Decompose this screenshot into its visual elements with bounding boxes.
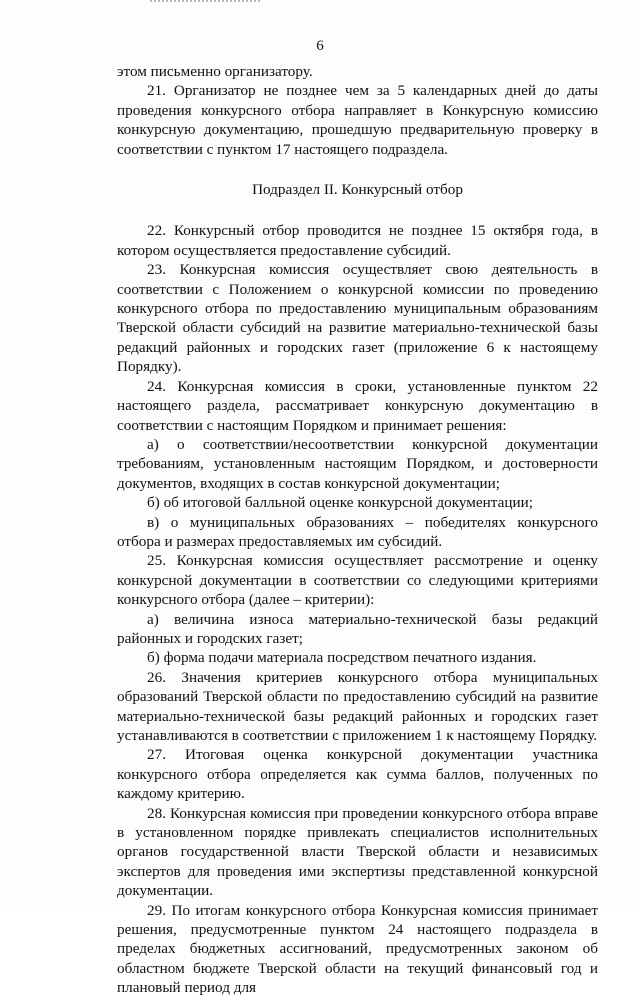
paragraph-28: 28. Конкурсная комиссия при проведении конкурсного отбора вправе в установленном порядке привлекать специалистов исполнительных органов государственной власти Тверской области и независимых экспертов для проведения ими экспертизы представленной конкурсной документации. [117,804,598,900]
paragraph-27: 27. Итоговая оценка конкурсной документации участника конкурсного отбора определяется как сумма баллов, полученных по каждому критерию. [117,746,598,803]
paragraph-29: 29. По итогам конкурсного отбора Конкурсная комиссия принимает решения, предусмотренные пунктом 24 настоящего подраздела в пределах бюджетных ассигнований, предусмотренных законом об областном бюджете Тверской области на текущий финансовый год и плановый период для [117,901,598,997]
paragraph-25: 25. Конкурсная комиссия осуществляет рассмотрение и оценку конкурсной документации в соответствии со следующими критериями конкурсного отбора (далее – критерии): [117,552,598,609]
paragraph-24: 24. Конкурсная комиссия в сроки, установленные пунктом 22 настоящего раздела, рассматривает конкурсную документацию в соответствии с настоящим Порядком и принимает решения: [117,377,598,434]
paragraph-continuation: этом письменно организатору. [117,63,313,80]
paragraph-25a: а) величина износа материально-технической базы редакций районных и городских газет; [117,610,598,647]
document-body [117,62,598,998]
paragraph-24c: в) о муниципальных образованиях – победителях конкурсного отбора и размерах предоставляемых им субсидий. [117,513,598,550]
paragraph-24a: а) о соответствии/несоответствии конкурсной документации требованиям, установленным настоящим Порядком, и достоверности документов, входящих в состав конкурсной документации; [117,435,598,492]
paragraph-22: 22. Конкурсный отбор проводится не позднее 15 октября года, в котором осуществляется предоставление субсидий. [117,222,598,259]
paragraph-25b: б) форма подачи материала посредством печатного издания. [147,649,537,667]
paragraph-23: 23. Конкурсная комиссия осуществляет свою деятельность в соответствии с Положением о конкурсной комиссии по проведению конкурсного отбора по предоставлению муниципальным образованиям Тверской области субсидий на развитие материально-технической базы редакций районных и городских газет (приложение 6 к настоящему Порядку). [117,261,598,376]
paragraph-21: 21. Организатор не позднее чем за 5 календарных дней до даты проведения конкурсного отбора направляет в Конкурсную комиссию конкурсную документацию, прошедшую предварительную проверку в соответствии с пунктом 17 настоящего подраздела. [117,82,598,158]
scan-artifact [150,0,260,5]
section-heading: Подраздел II. Конкурсный отбор [252,181,463,199]
paragraph-26: 26. Значения критериев конкурсного отбора муниципальных образований Тверской области по предоставлению субсидий на развитие материально-технической базы редакций районных и городских газет устанавливаются в соответствии с приложением 1 к настоящему Порядку. [117,668,598,744]
paragraph-24b: б) об итоговой балльной оценке конкурсной документации; [147,494,533,512]
page-number: 6 [316,38,324,54]
